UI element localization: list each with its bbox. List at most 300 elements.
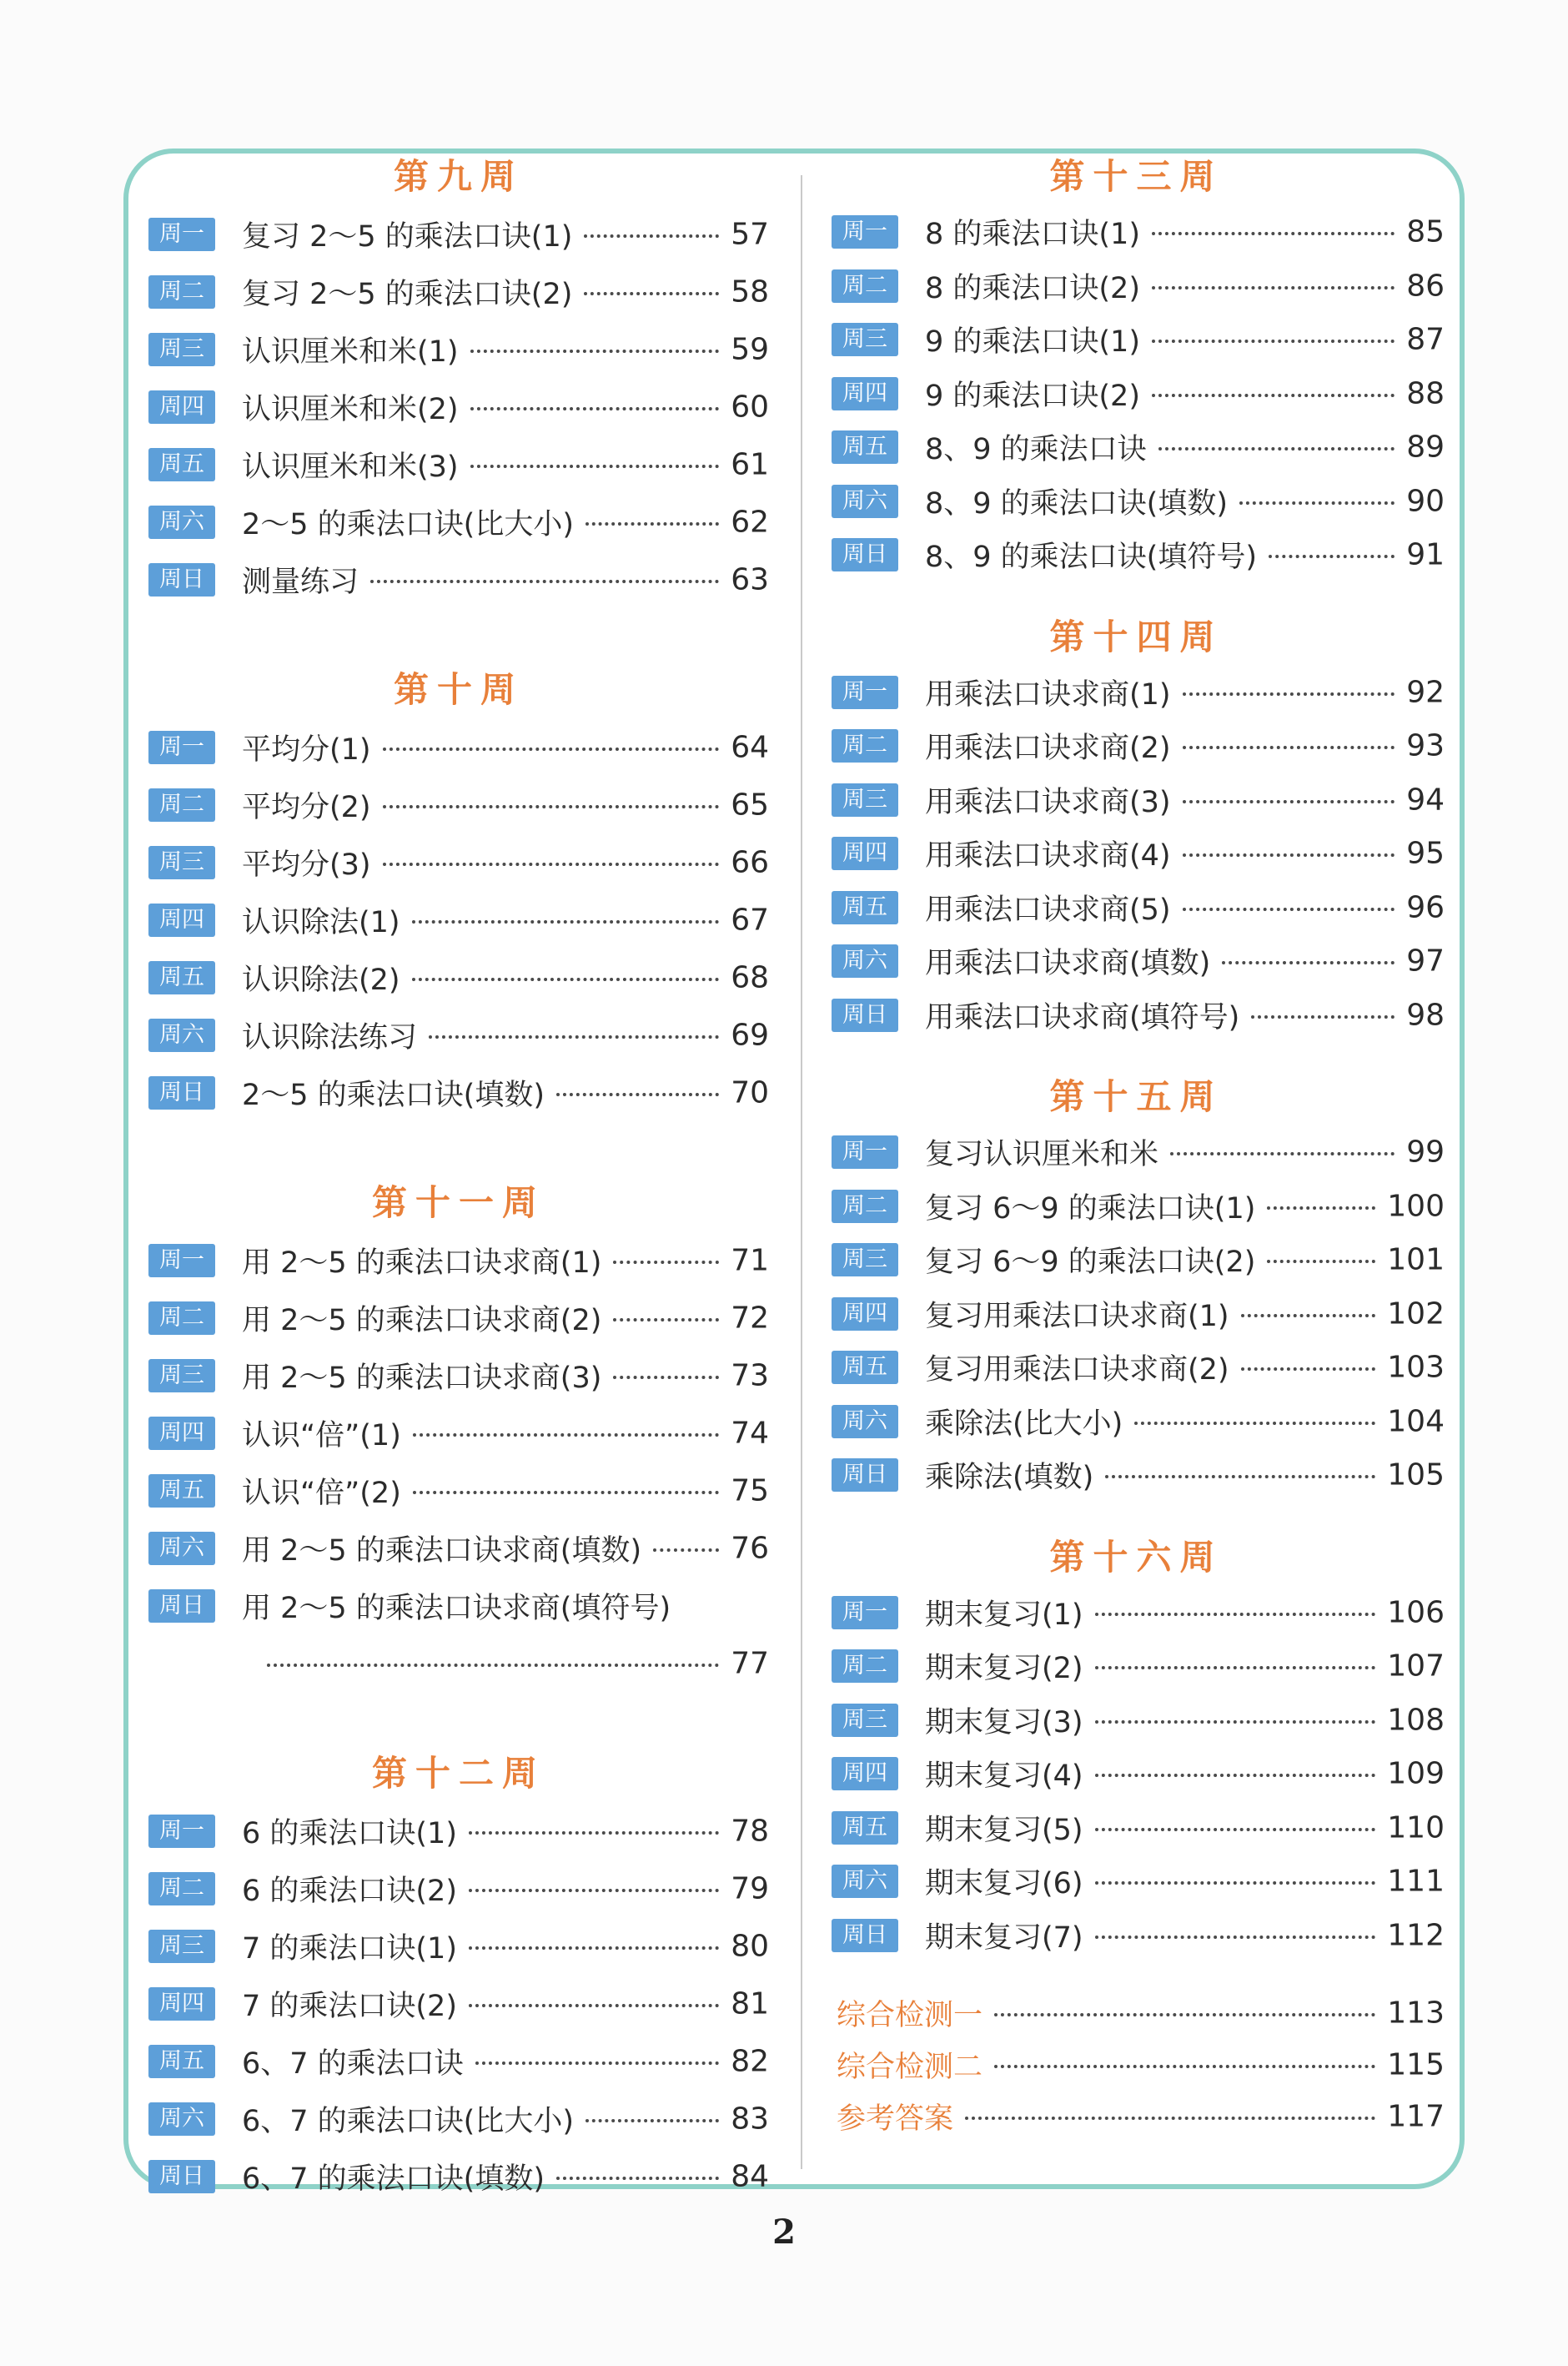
toc-item-label: 期末复习(7)	[925, 1920, 1083, 1955]
day-badge: 周三	[832, 1243, 898, 1276]
week-title: 第十一周	[371, 1182, 545, 1223]
toc-row-continuation[interactable]	[142, 1634, 776, 1692]
toc-page-number: 74	[731, 1416, 769, 1450]
week-section	[142, 1175, 776, 1692]
dot-leader	[470, 350, 720, 353]
toc-row[interactable]	[142, 1064, 776, 1121]
dot-leader	[1105, 1475, 1375, 1478]
week-section	[142, 662, 776, 1121]
day-badge: 周三	[832, 1704, 898, 1737]
day-badge: 周五	[148, 2045, 215, 2078]
dot-leader	[413, 1491, 719, 1494]
dot-leader	[994, 2013, 1375, 2016]
dot-leader	[965, 2117, 1375, 2120]
toc-page-number: 64	[731, 730, 769, 764]
toc-page-number: 94	[1406, 783, 1445, 818]
toc-row[interactable]	[142, 435, 776, 493]
toc-page-number: 79	[731, 1871, 769, 1905]
toc-right-column	[822, 149, 1451, 2142]
toc-row[interactable]	[142, 493, 776, 551]
day-badge: 周二	[148, 1872, 215, 1905]
day-badge: 周日	[832, 538, 898, 571]
week-section	[142, 149, 776, 608]
toc-row[interactable]	[822, 1341, 1451, 1395]
day-badge: 周三	[148, 1359, 215, 1392]
toc-item-label: 9 的乘法口诀(1)	[925, 325, 1140, 360]
day-badge: 周二	[148, 788, 215, 822]
toc-item-label: 8 的乘法口诀(1)	[925, 218, 1140, 252]
dot-leader	[470, 465, 720, 468]
toc-row[interactable]	[822, 1694, 1451, 1748]
toc-page-number: 80	[731, 1929, 769, 1963]
toc-row[interactable]	[142, 263, 776, 320]
toc-page-number: 98	[1406, 998, 1445, 1033]
toc-item-label: 平均分(1)	[242, 732, 371, 767]
toc-page-number: 104	[1387, 1404, 1445, 1439]
dot-leader	[556, 2177, 719, 2180]
toc-row[interactable]	[822, 528, 1451, 582]
toc-item-label: 用 2～5 的乘法口诀求商(3)	[242, 1361, 602, 1395]
toc-page-number: 96	[1406, 890, 1445, 925]
dot-leader	[267, 1664, 719, 1667]
dot-leader	[1152, 232, 1395, 235]
dot-leader	[1134, 1422, 1375, 1425]
toc-page-number: 105	[1387, 1457, 1445, 1493]
dot-leader	[370, 580, 719, 583]
day-badge: 周一	[832, 215, 898, 249]
toc-row[interactable]	[142, 1462, 776, 1519]
day-badge: 周日	[148, 563, 215, 597]
day-badge: 周日	[148, 1076, 215, 1110]
day-badge: 周三	[148, 333, 215, 366]
toc-item-label: 用乘法口诀求商(3)	[925, 785, 1171, 819]
day-badge: 周二	[832, 269, 898, 303]
toc-item-label: 认识除法练习	[242, 1020, 418, 1055]
day-badge: 周六	[148, 2102, 215, 2136]
toc-item-label: 8、9 的乘法口诀(填数)	[925, 486, 1228, 521]
dot-leader	[1152, 394, 1395, 397]
day-badge: 周四	[148, 904, 215, 937]
toc-row[interactable]	[142, 551, 776, 608]
week-title: 第九周	[393, 156, 524, 197]
day-badge: 周三	[148, 1930, 215, 1963]
day-badge: 周日	[832, 1458, 898, 1492]
toc-item-label: 认识厘米和米(2)	[242, 392, 459, 426]
dot-leader	[1095, 1828, 1376, 1831]
day-badge: 周日	[832, 999, 898, 1032]
day-badge: 周一	[832, 1596, 898, 1629]
dot-leader	[1158, 447, 1395, 451]
toc-page-number: 86	[1406, 269, 1445, 304]
toc-page-number: 58	[731, 274, 769, 309]
toc-row[interactable]	[822, 1233, 1451, 1287]
page-number: 2	[772, 2212, 796, 2252]
toc-row[interactable]	[822, 989, 1451, 1043]
week-title: 第十三周	[1049, 156, 1224, 197]
toc-item-label: 8、9 的乘法口诀(填符号)	[925, 541, 1257, 575]
dot-leader	[469, 1946, 719, 1950]
day-badge: 周五	[832, 1351, 898, 1384]
appendix-label: 参考答案	[837, 2102, 954, 2136]
dot-leader	[1267, 1206, 1375, 1210]
toc-row[interactable]	[142, 1860, 776, 1917]
toc-page-number: 95	[1406, 836, 1445, 871]
toc-page-number: 75	[731, 1473, 769, 1508]
toc-item-label: 认识“倍”(1)	[242, 1418, 401, 1452]
toc-page-number: 76	[731, 1531, 769, 1565]
toc-row[interactable]	[142, 776, 776, 833]
dot-leader	[1267, 1260, 1375, 1263]
toc-row[interactable]	[142, 891, 776, 949]
toc-page-number: 115	[1387, 2047, 1445, 2082]
toc-item-label: 用乘法口诀求商(5)	[925, 893, 1171, 927]
week-title: 第十五周	[1049, 1076, 1224, 1117]
dot-leader	[1095, 1666, 1376, 1669]
dot-leader	[1095, 1774, 1376, 1777]
week-section	[142, 1745, 776, 2205]
day-badge: 周二	[148, 275, 215, 309]
toc-item-label: 6 的乘法口诀(1)	[242, 1816, 457, 1850]
toc-page-number: 63	[731, 562, 769, 597]
toc-item-label: 期末复习(4)	[925, 1759, 1083, 1794]
toc-item-label: 6、7 的乘法口诀	[242, 2046, 464, 2081]
dot-leader	[412, 978, 720, 981]
day-badge: 周三	[832, 783, 898, 817]
toc-item-label: 复习 6～9 的乘法口诀(1)	[925, 1191, 1256, 1226]
toc-page-number: 103	[1387, 1350, 1445, 1385]
week-title: 第十二周	[371, 1753, 545, 1794]
toc-row[interactable]	[822, 1395, 1451, 1449]
toc-page-number: 59	[731, 332, 769, 366]
day-badge: 周二	[832, 1649, 898, 1683]
appendix-label: 综合检测一	[837, 1999, 983, 2032]
appendix-row[interactable]	[822, 2039, 1451, 2091]
dot-leader	[383, 863, 720, 866]
dot-leader	[429, 1035, 719, 1039]
day-badge: 周一	[148, 1815, 215, 1848]
dot-leader	[1170, 1152, 1395, 1155]
dot-leader	[585, 522, 719, 526]
toc-item-label: 期末复习(6)	[925, 1867, 1083, 1901]
toc-page-number: 73	[731, 1358, 769, 1392]
day-badge: 周一	[148, 731, 215, 764]
dot-leader	[1183, 746, 1395, 749]
toc-item-label: 9 的乘法口诀(2)	[925, 379, 1140, 413]
week-title: 第十周	[393, 669, 524, 710]
toc-row[interactable]	[142, 1802, 776, 1860]
dot-leader	[1152, 286, 1395, 289]
toc-page-number: 71	[731, 1243, 769, 1277]
toc-row[interactable]	[822, 1639, 1451, 1694]
toc-row[interactable]	[142, 1006, 776, 1064]
day-badge: 周六	[832, 1865, 898, 1898]
toc-row[interactable]	[142, 2147, 776, 2205]
toc-item-label: 7 的乘法口诀(1)	[242, 1931, 457, 1966]
toc-item-label: 用乘法口诀求商(填符号)	[925, 1000, 1240, 1034]
toc-row[interactable]	[822, 881, 1451, 935]
toc-page-number: 110	[1387, 1810, 1445, 1845]
dot-leader	[475, 2061, 720, 2065]
day-badge: 周四	[148, 1987, 215, 2021]
toc-left-column	[142, 149, 776, 2205]
dot-leader	[469, 1889, 719, 1892]
week-section	[822, 609, 1451, 1043]
toc-item-label: 复习认识厘米和米	[925, 1138, 1159, 1172]
toc-row[interactable]	[822, 205, 1451, 259]
toc-row[interactable]	[822, 719, 1451, 773]
toc-row[interactable]	[142, 718, 776, 776]
toc-row[interactable]	[142, 2032, 776, 2090]
day-badge: 周四	[832, 1297, 898, 1331]
week-title: 第十四周	[1049, 616, 1224, 657]
day-badge: 周五	[148, 448, 215, 481]
day-badge: 周日	[148, 1589, 215, 1623]
toc-row[interactable]	[142, 205, 776, 263]
day-badge: 周五	[832, 891, 898, 924]
dot-leader	[413, 1433, 719, 1437]
dot-leader	[1095, 1613, 1376, 1616]
toc-page-number: 87	[1406, 322, 1445, 357]
day-badge: 周一	[148, 218, 215, 251]
toc-page-number: 112	[1387, 1918, 1445, 1953]
toc-item-label: 平均分(3)	[242, 848, 371, 882]
toc-page-number: 68	[731, 960, 769, 994]
toc-row[interactable]	[142, 949, 776, 1006]
toc-item-label: 用乘法口诀求商(填数)	[925, 947, 1211, 981]
dot-leader	[470, 407, 720, 410]
toc-row[interactable]	[142, 1577, 776, 1634]
day-badge: 周日	[832, 1919, 898, 1952]
toc-row[interactable]	[822, 666, 1451, 720]
toc-row[interactable]	[822, 420, 1451, 475]
toc-row[interactable]	[822, 1586, 1451, 1640]
dot-leader	[653, 1548, 719, 1552]
toc-page-number: 113	[1387, 1996, 1445, 2031]
toc-page-number: 61	[731, 447, 769, 481]
toc-page-number: 57	[731, 217, 769, 251]
toc-page-number: 117	[1387, 2099, 1445, 2134]
toc-page-number: 84	[731, 2159, 769, 2193]
toc-item-label: 6、7 的乘法口诀(填数)	[242, 2162, 545, 2196]
day-badge: 周二	[148, 1301, 215, 1335]
toc-item-label: 8 的乘法口诀(2)	[925, 271, 1140, 305]
toc-page-number: 78	[731, 1814, 769, 1848]
dot-leader	[1251, 1015, 1395, 1019]
day-badge: 周四	[832, 1757, 898, 1790]
toc-page-number: 70	[731, 1075, 769, 1110]
toc-page-number: 65	[731, 788, 769, 822]
toc-item-label: 用 2～5 的乘法口诀求商(1)	[242, 1246, 602, 1280]
toc-page-number: 99	[1406, 1135, 1445, 1170]
toc-row[interactable]	[822, 1747, 1451, 1801]
toc-page-number: 72	[731, 1301, 769, 1335]
dot-leader	[1239, 501, 1395, 505]
toc-row[interactable]	[142, 1347, 776, 1404]
toc-item-label: 乘除法(填数)	[925, 1461, 1094, 1495]
toc-row[interactable]	[142, 1231, 776, 1289]
toc-page-number: 97	[1406, 944, 1445, 979]
toc-item-label: 复习用乘法口诀求商(2)	[925, 1353, 1229, 1387]
toc-row[interactable]	[142, 1519, 776, 1577]
day-badge: 周一	[832, 1135, 898, 1169]
week-section	[822, 1529, 1451, 1963]
toc-row[interactable]	[142, 1289, 776, 1347]
toc-page-number: 88	[1406, 376, 1445, 411]
dot-leader	[1183, 853, 1395, 857]
day-badge: 周四	[832, 377, 898, 410]
toc-item-label: 7 的乘法口诀(2)	[242, 1989, 457, 2023]
dot-leader	[1183, 800, 1395, 803]
toc-page-number: 111	[1387, 1864, 1445, 1899]
day-badge: 周五	[148, 961, 215, 994]
dot-leader	[1095, 1720, 1376, 1724]
toc-item-label: 认识“倍”(2)	[242, 1476, 401, 1510]
toc-item-label: 用 2～5 的乘法口诀求商(填符号)	[242, 1591, 671, 1625]
toc-row[interactable]	[142, 320, 776, 378]
toc-page-number: 85	[1406, 214, 1445, 249]
toc-item-label: 复习 2～5 的乘法口诀(2)	[242, 277, 573, 311]
toc-row[interactable]	[142, 1917, 776, 1975]
toc-item-label: 2～5 的乘法口诀(比大小)	[242, 507, 574, 541]
toc-item-label: 乘除法(比大小)	[925, 1407, 1123, 1441]
dot-leader	[584, 234, 719, 238]
dot-leader	[585, 2119, 719, 2122]
dot-leader	[1183, 908, 1395, 911]
toc-row[interactable]	[822, 827, 1451, 881]
dot-leader	[994, 2065, 1375, 2068]
day-badge: 周五	[832, 430, 898, 464]
day-badge: 周五	[832, 1811, 898, 1845]
toc-row[interactable]	[142, 833, 776, 891]
toc-item-label: 认识厘米和米(3)	[242, 450, 459, 484]
dot-leader	[556, 1093, 719, 1096]
toc-item-label: 复习用乘法口诀求商(1)	[925, 1299, 1229, 1333]
toc-row[interactable]	[822, 313, 1451, 367]
dot-leader	[613, 1376, 719, 1379]
toc-page-number: 92	[1406, 675, 1445, 710]
toc-page-number: 77	[731, 1646, 769, 1680]
dot-leader	[1095, 1881, 1376, 1885]
toc-page-number: 93	[1406, 728, 1445, 763]
toc-item-label: 用乘法口诀求商(2)	[925, 732, 1171, 766]
toc-page-number: 91	[1406, 537, 1445, 572]
day-badge: 周四	[148, 390, 215, 424]
toc-row[interactable]	[822, 1801, 1451, 1855]
dot-leader	[1222, 961, 1395, 964]
toc-row[interactable]	[822, 1125, 1451, 1180]
toc-row[interactable]	[142, 1404, 776, 1462]
toc-page-number: 66	[731, 845, 769, 879]
day-badge: 周四	[832, 837, 898, 870]
day-badge: 周三	[832, 323, 898, 356]
day-badge: 周六	[148, 1019, 215, 1052]
toc-row[interactable]	[822, 1287, 1451, 1342]
toc-row[interactable]	[822, 1909, 1451, 1963]
dot-leader	[383, 748, 720, 751]
appendix-row[interactable]	[822, 1987, 1451, 2039]
toc-row[interactable]	[822, 773, 1451, 828]
day-badge: 周一	[832, 676, 898, 709]
day-badge: 周三	[148, 846, 215, 879]
appendix-label: 综合检测二	[837, 2051, 983, 2084]
toc-row[interactable]	[822, 259, 1451, 314]
toc-row[interactable]	[822, 934, 1451, 989]
toc-item-label: 测量练习	[242, 565, 359, 599]
toc-item-label: 用乘法口诀求商(4)	[925, 839, 1171, 873]
toc-item-label: 6 的乘法口诀(2)	[242, 1874, 457, 1908]
toc-item-label: 期末复习(3)	[925, 1705, 1083, 1739]
toc-item-label: 认识除法(2)	[242, 963, 400, 997]
day-badge: 周六	[832, 485, 898, 518]
toc-page-number: 102	[1387, 1296, 1445, 1332]
dot-leader	[613, 1318, 719, 1321]
toc-page-number: 101	[1387, 1242, 1445, 1277]
appendix-section	[822, 1987, 1451, 2142]
toc-item-label: 复习 6～9 的乘法口诀(2)	[925, 1246, 1256, 1280]
toc-row[interactable]	[142, 1975, 776, 2032]
dot-leader	[1241, 1314, 1376, 1317]
dot-leader	[1095, 1936, 1376, 1939]
toc-item-label: 用乘法口诀求商(1)	[925, 677, 1171, 712]
toc-page-number: 67	[731, 903, 769, 937]
toc-row[interactable]	[142, 378, 776, 435]
toc-row[interactable]	[822, 475, 1451, 529]
toc-row[interactable]	[822, 1180, 1451, 1234]
week-title: 第十六周	[1049, 1536, 1224, 1578]
dot-leader	[1241, 1367, 1376, 1371]
day-badge: 周二	[832, 729, 898, 763]
day-badge: 周日	[148, 2160, 215, 2193]
dot-leader	[469, 1831, 719, 1835]
toc-page-number: 83	[731, 2102, 769, 2136]
toc-page-number: 108	[1387, 1703, 1445, 1738]
toc-page-number: 107	[1387, 1649, 1445, 1684]
toc-page-number: 89	[1406, 430, 1445, 465]
toc-item-label: 8、9 的乘法口诀	[925, 433, 1147, 467]
day-badge: 周六	[832, 1405, 898, 1438]
toc-item-label: 期末复习(5)	[925, 1813, 1083, 1847]
dot-leader	[613, 1261, 719, 1264]
day-badge: 周四	[148, 1417, 215, 1450]
toc-page-number: 100	[1387, 1189, 1445, 1224]
toc-row[interactable]	[822, 1448, 1451, 1503]
toc-row[interactable]	[142, 2090, 776, 2147]
dot-leader	[584, 292, 719, 295]
toc-row[interactable]	[822, 1855, 1451, 1909]
toc-row[interactable]	[822, 367, 1451, 421]
toc-item-label: 复习 2～5 的乘法口诀(1)	[242, 219, 573, 254]
toc-page-number: 62	[731, 505, 769, 539]
toc-item-label: 认识除法(1)	[242, 905, 400, 939]
dot-leader	[1183, 692, 1395, 696]
day-badge: 周六	[148, 506, 215, 539]
week-section	[822, 1069, 1451, 1503]
toc-item-label: 平均分(2)	[242, 790, 371, 824]
appendix-row[interactable]	[822, 2091, 1451, 2142]
toc-page-number: 60	[731, 390, 769, 424]
day-badge: 周二	[832, 1190, 898, 1223]
toc-page-number: 109	[1387, 1756, 1445, 1791]
toc-item-label: 期末复习(1)	[925, 1598, 1083, 1632]
column-divider	[801, 175, 802, 2169]
day-badge: 周六	[148, 1532, 215, 1565]
dot-leader	[469, 2004, 719, 2007]
toc-page-number: 90	[1406, 484, 1445, 519]
toc-page-number: 106	[1387, 1595, 1445, 1630]
dot-leader	[383, 805, 720, 808]
toc-item-label: 认识厘米和米(1)	[242, 335, 459, 369]
week-section	[822, 149, 1451, 582]
